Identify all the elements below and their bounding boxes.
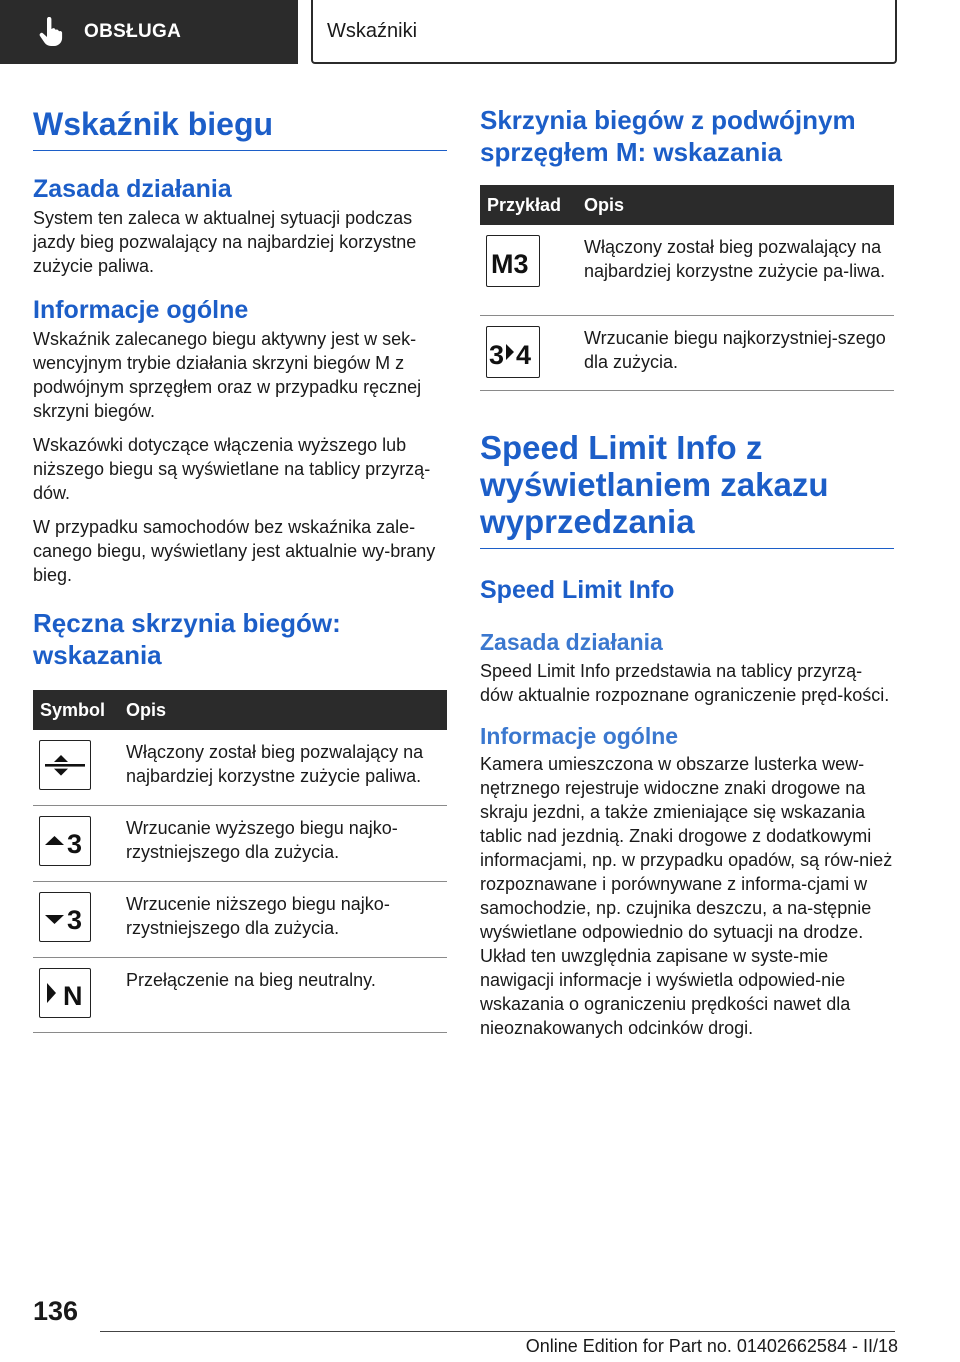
table-row: [480, 225, 894, 315]
row-desc: Włączony został bieg pozwalający na najbardziej korzystne zużycie paliwa.: [126, 730, 447, 805]
speed-zasada-heading: Zasada działania: [480, 628, 663, 655]
dct-heading: Skrzynia biegów z podwójnym sprzęgłem M: wskazania: [480, 105, 856, 167]
info-paragraph-3: W przypadku samochodów bez wskaźnika zale-canego biegu, wyświetlany jest aktualnie wy-brany bieg.: [33, 517, 436, 585]
row-desc: Wrzucanie wyższego biegu najko-rzystniejszego dla zużycia.: [126, 805, 447, 881]
info-heading: Informacje ogólne: [33, 296, 249, 324]
table-row: [480, 315, 894, 390]
info-paragraph-1: Wskaźnik zalecanego biegu aktywny jest w sek-wencyjnym trybie działania skrzyni biegów M z podwójnym sprzęgłem oraz w przypadku ręcznej skrzyni biegów.: [33, 329, 422, 421]
zasada-heading: Zasada działania: [33, 175, 232, 203]
manual-table: [33, 690, 447, 1033]
table-row: [33, 730, 447, 805]
chapter-label: Wskaźniki: [327, 19, 418, 42]
col-example-header: Przykład: [480, 185, 584, 225]
info-paragraph-2: Wskazówki dotyczące włączenia wyższego lub niższego biegu są wyświetlane na tablicy przyrzą-dów.: [33, 435, 431, 503]
shift-neutral-text: N: [63, 980, 83, 1011]
page-title: Wskaźnik biegu: [33, 106, 274, 142]
chapter-tab[interactable]: [311, 0, 897, 64]
speed-info-text: Kamera umieszczona w obszarze lusterka wew-nętrznego rejestruje widoczne znaki drogowe na skraju jezdni, a także zmieniające się wskazania tablic nad jezdnią. Znaki drogowe z dodatkowymi informacjami, np. w przypadku opadów, są rów-nież rozpoznawane i porównywane z informa-cjami w samochodzie, np. czujnika deszczu, a na-stępnie wyświetlane odpowiednio do sytuacji na drodze. Układ ten uwzględnia zapisane w syste-mie nawigacji informacje i wyświetla odpowied-nie wskazania o ograniczeniu prędkości nawet dla nieoznakowanych odcinków drogi.: [480, 753, 893, 1038]
right-column: [480, 100, 894, 1040]
speed-limit-title: Speed Limit Info z wyświetlaniem zakazu wyprzedzania: [480, 428, 829, 540]
section-tab[interactable]: [0, 0, 298, 64]
col-desc-header: Opis: [126, 690, 447, 730]
shift-from-text: 3: [489, 339, 505, 370]
gear-m3-icon: [486, 235, 540, 287]
table-row: [33, 881, 447, 957]
zasada-text: System ten zaleca w aktualnej sytuacji podczas jazdy bieg pozwalający na najbardziej korzystne zużycie paliwa.: [33, 208, 417, 276]
speed-info-heading: Informacje ogólne: [480, 722, 679, 749]
hand-pointer-icon: [38, 17, 64, 47]
left-column: [33, 100, 447, 1033]
row-desc: Przełączenie na bieg neutralny.: [126, 957, 447, 1032]
upshift-3-icon: [39, 816, 91, 866]
downshift-3-icon: [39, 892, 91, 942]
section-label: OBSŁUGA: [84, 21, 182, 42]
row-desc: Wrzucenie niższego biegu najko-rzystniejszego dla zużycia.: [126, 881, 447, 957]
optimal-gear-icon: [39, 740, 91, 790]
downshift-3-text: 3: [67, 904, 83, 935]
manual-heading: Ręczna skrzynia biegów: wskazania: [33, 608, 341, 670]
shift-3-to-4-icon: [486, 326, 540, 378]
gear-m3-text: M3: [491, 249, 529, 279]
col-symbol-header: Symbol: [33, 690, 126, 730]
row-desc: Wrzucanie biegu najkorzystniej-szego dla zużycia.: [584, 315, 894, 390]
footer-rule: [100, 1331, 895, 1332]
page-number: 136: [33, 1296, 79, 1326]
col-desc-header: Opis: [584, 185, 894, 225]
row-desc: Włączony został bieg pozwalający na najbardziej korzystne zużycie pa-liwa.: [584, 225, 894, 315]
shift-to-text: 4: [516, 339, 532, 370]
title-rule: [33, 150, 447, 151]
dct-table: [480, 185, 894, 391]
shift-neutral-icon: [39, 968, 91, 1018]
speed-limit-subtitle: Speed Limit Info: [480, 575, 675, 604]
speed-limit-rule: [480, 548, 894, 549]
upshift-3-text: 3: [67, 828, 83, 859]
speed-zasada-text: Speed Limit Info przedstawia na tablicy przyrzą-dów aktualnie rozpoznane ograniczenie pręd-kości.: [480, 660, 890, 705]
edition-note: Online Edition for Part no. 01402662584 - II/18: [525, 1336, 898, 1356]
table-row: [33, 957, 447, 1032]
table-row: [33, 805, 447, 881]
